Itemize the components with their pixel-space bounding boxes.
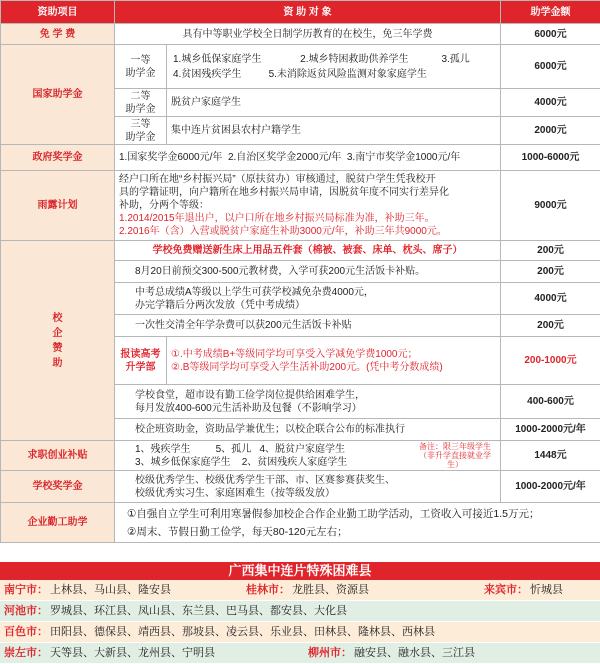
work-study-category: 企业勤工助学: [1, 503, 115, 543]
school-sponsor-category: 校 企 赞 助: [1, 241, 115, 441]
school-r5-line: ①.中考成绩B+等级同学均可享受入学减免学费1000元；: [171, 348, 418, 360]
county-seg: 来宾市： 忻城县: [484, 584, 563, 596]
school-scholarship-row: [1, 471, 600, 503]
school-r3-amount: 4000元: [501, 283, 600, 315]
school-r4-amount: 200元: [501, 315, 600, 337]
school-r6-line: 学校食堂，超市设有勤工俭学岗位提供给困难学生，: [135, 389, 365, 401]
school-r1-row: [1, 241, 600, 261]
job-subsidy-amount: 1448元: [501, 441, 600, 471]
national-grant-category: 国家助学金: [1, 45, 115, 145]
yulu-red-line: 1.2014/2015年退出户，以户口所在地乡村振兴局标准为准，补助三年。: [119, 213, 435, 224]
county-seg: 河池市： 罗城县、环江县、凤山县、东兰县、巴马县、都安县、大化县: [4, 605, 347, 617]
school-scholarship-desc: [115, 471, 501, 503]
yulu-red-line: 2.2016年（含）入营或脱贫户家庭生补助3000元/年，补助三年共9000元。: [119, 226, 447, 237]
tier1-amount: 6000元: [501, 45, 600, 89]
tier3-label: 三等 助学金: [115, 117, 167, 145]
job-item: 4、脱贫户家庭学生: [259, 443, 346, 455]
tier3-amount: 2000元: [501, 117, 600, 145]
work-line: ②周末、节假日勤工俭学，每天80-120元左右；: [127, 525, 348, 538]
school-r2-amount: 200元: [501, 261, 600, 283]
school-r1-desc: 学校免费赠送新生床上用品五件套（棉被、被套、床单、枕头、席子）: [115, 241, 501, 261]
gov-scholarship-row: [1, 145, 600, 171]
poor-counties-title: 广西集中连片特殊困难县: [0, 562, 600, 580]
job-note: 备注：限三年级学生: [419, 442, 491, 451]
school-r6-line: 每月发放400-600元生活补助及包餐（不影响学习）: [135, 402, 362, 414]
school-r3-desc: [115, 283, 501, 315]
yulu-amount: 9000元: [501, 171, 600, 241]
work-study-desc: [115, 503, 600, 543]
school-r7-desc: 校企班资助金，资助品学兼优生；以校企联合公布的标准执行: [115, 419, 501, 441]
gov-item: 3.南宁市奖学金1000元/年: [346, 152, 461, 163]
school-r7-amount: 1000-2000元/年: [501, 419, 600, 441]
school-r5-line: ②.B等级同学均可享受入学生活补助200元。(凭中考分数成绩): [171, 361, 443, 373]
tier1-item: 2.城乡特困救助供养学生: [300, 53, 409, 65]
work-line: ①自强自立学生可利用寒暑假参加校企合作企业勤工助学活动，工资收入可接近1.5万元；: [127, 507, 540, 520]
yulu-line: 补助，分两个等级：: [119, 200, 209, 211]
schol-line: 校级优秀实习生、家庭困难生（按等级发放）: [135, 487, 335, 499]
county-row: [0, 580, 600, 601]
tier1-item: 1.城乡低保家庭学生: [173, 53, 262, 65]
job-item: 3、城乡低保家庭学生: [135, 456, 231, 468]
county-seg: 百色市： 田阳县、德保县、靖西县、那坡县、凌云县、乐业县、田林县、隆林县、西林县: [4, 626, 435, 638]
header-target: 资 助 对 象: [115, 1, 501, 24]
job-item: 2、贫困残疾人家庭学生: [241, 456, 348, 468]
tier1-item: 5.未消除返贫风险监测对象家庭学生: [268, 68, 427, 80]
school-r5-label: 报读高考升学部: [115, 337, 167, 385]
tier1-label: 一等 助学金: [115, 45, 167, 89]
yulu-line: 经户口所在地“乡村振兴局”（原扶贫办）审核通过，脱贫户学生凭我校开: [119, 174, 436, 185]
gov-item: 2.自治区奖学金2000元/年: [227, 152, 342, 163]
gov-scholarship-category: 政府奖学金: [1, 145, 115, 171]
gov-scholarship-items: [115, 145, 501, 171]
school-r6-desc: [115, 385, 501, 419]
schol-line: 校级优秀学生、校级优秀学生干部、市、区赛参赛获奖生、: [135, 474, 395, 486]
school-r4-desc: 一次性交清全年学杂费可以获200元生活饭卡补贴: [115, 315, 501, 337]
county-row: [0, 643, 600, 664]
yulu-row: [1, 171, 600, 241]
county-seg: 崇左市： 天等县、大新县、龙州县、宁明县: [4, 647, 215, 659]
school-r5-amount: 200-1000元: [501, 337, 600, 385]
free-tuition-row: [1, 24, 600, 45]
county-seg: 柳州市： 融安县、融水县、三江县: [308, 647, 475, 659]
job-note: （非升学直接就业学生）: [419, 451, 491, 469]
work-study-row: [1, 503, 600, 543]
job-item: 5、孤儿: [215, 443, 252, 455]
school-r2-desc: 8月20日前预交300-500元教材费，入学可获200元生活饭卡补贴。: [115, 261, 501, 283]
school-r6-amount: 400-600元: [501, 385, 600, 419]
header-project: 资助项目: [1, 1, 115, 24]
county-seg: 南宁市： 上林县、马山县、隆安县: [4, 584, 171, 596]
gov-scholarship-amount: 1000-6000元: [501, 145, 600, 171]
national-tier1-row: [1, 45, 600, 89]
tier1-item: 3.孤儿: [441, 53, 470, 65]
county-row: [0, 601, 600, 622]
school-r3-line: 办完学籍后分两次发放（凭中考成绩）: [135, 299, 305, 311]
tier2-label: 二等 助学金: [115, 89, 167, 117]
county-seg: 桂林市： 龙胜县、资源县: [242, 580, 480, 600]
free-tuition-amount: 6000元: [501, 24, 600, 45]
yulu-line: 具的学籍证明，向户籍所在地乡村振兴局申请，因脱贫年度不同实行差异化: [119, 187, 449, 198]
school-scholarship-category: 学校奖学金: [1, 471, 115, 503]
free-tuition-desc: 具有中等职业学校全日制学历教育的在校生，免三年学费: [115, 24, 501, 45]
school-r1-amount: 200元: [501, 241, 600, 261]
school-r3-line: 中考总成绩A等级以上学生可获学校减免杂费4000元，: [135, 286, 374, 298]
tier2-desc: 脱贫户家庭学生: [167, 89, 501, 117]
table-header: [1, 1, 600, 24]
yulu-desc: [115, 171, 501, 241]
school-scholarship-amount: 1000-2000元/年: [501, 471, 600, 503]
tier1-item: 4.贫困残疾学生: [173, 68, 242, 80]
job-item: 1、残疾学生: [135, 443, 191, 455]
county-row: [0, 622, 600, 643]
job-subsidy-items: [115, 441, 501, 471]
job-subsidy-category: 求职创业补贴: [1, 441, 115, 471]
yulu-category: 雨露计划: [1, 171, 115, 241]
tier2-amount: 4000元: [501, 89, 600, 117]
free-tuition-category: 免 学 费: [1, 24, 115, 45]
school-r5-desc: [167, 337, 501, 385]
poor-counties-section: [0, 562, 600, 664]
tier1-items: [167, 45, 501, 89]
tier3-desc: 集中连片贫困县农村户籍学生: [167, 117, 501, 145]
header-amount: 助学金额: [501, 1, 600, 24]
gov-item: 1.国家奖学金6000元/年: [119, 152, 223, 163]
job-subsidy-row: [1, 441, 600, 471]
